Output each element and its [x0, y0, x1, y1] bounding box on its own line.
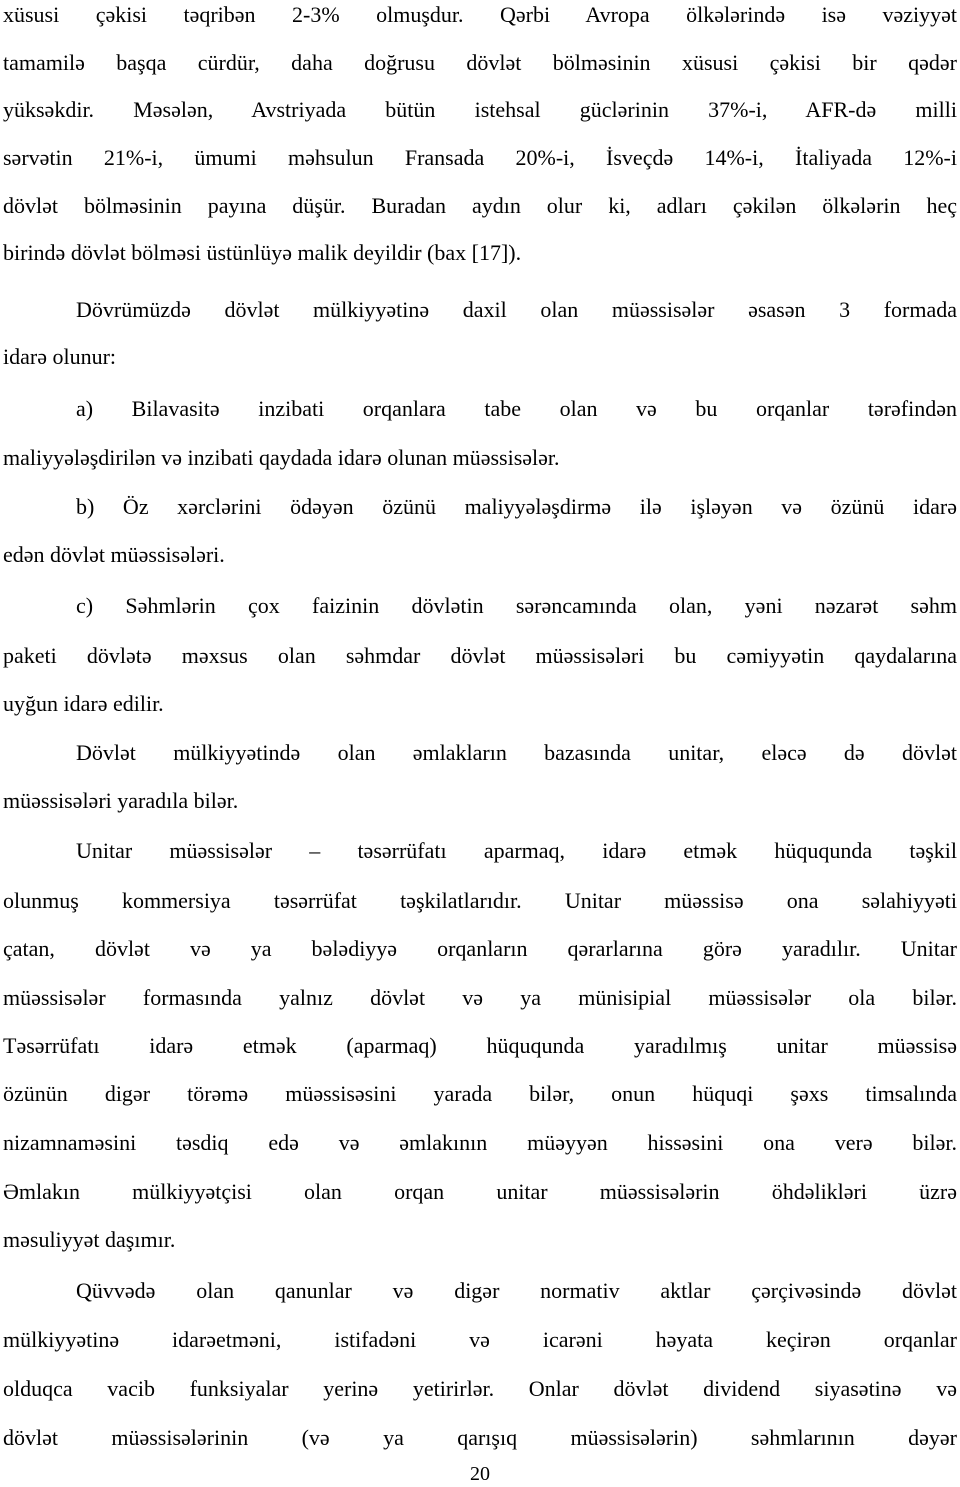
text-line: tamamilə başqa cürdür, daha doğrusu dövlət bölməsinin xüsusi çəkisi bir qədər	[3, 50, 957, 75]
text-line: a) Bilavasitə inzibati orqanlara tabe olan və bu orqanlar tərəfindən	[76, 396, 957, 421]
text-line: məsuliyyət daşımır.	[3, 1227, 176, 1252]
text-line: Dövlət mülkiyyətində olan əmlakların bazasında unitar, eləcə də dövlət	[76, 740, 957, 765]
text-line: b) Öz xərclərini ödəyən özünü maliyyələşdirmə ilə işləyən və özünü idarə	[76, 494, 957, 519]
text-line: Təsərrüfatı idarə etmək (aparmaq) hüququnda yaradılmış unitar müəssisə	[3, 1033, 957, 1058]
text-line: mülkiyyətinə idarəetməni, istifadəni və icarəni həyata keçirən orqanlar	[3, 1327, 957, 1352]
text-line: edən dövlət müəssisələri.	[3, 542, 225, 567]
text-line: Unitar müəssisələr – təsərrüfatı aparmaq, idarə etmək hüququnda təşkil	[76, 838, 957, 863]
text-line: dövlət müəssisələrinin (və ya qarışıq müəssisələrin) səhmlarının dəyər	[3, 1425, 957, 1450]
text-line: birində dövlət bölməsi üstünlüyə malik deyildir (bax [17]).	[3, 240, 522, 265]
text-line: Dövrümüzdə dövlət mülkiyyətinə daxil olan müəssisələr əsasən 3 formada	[76, 297, 957, 322]
text-line: sərvətin 21%-i, ümumi məhsulun Fransada 20%-i, İsveçdə 14%-i, İtaliyada 12%-i	[3, 145, 957, 170]
text-line: paketi dövlətə məxsus olan səhmdar dövlət müəssisələri bu cəmiyyətin qaydalarına	[3, 643, 957, 668]
text-line: nizamnaməsini təsdiq edə və əmlakının müəyyən hissəsini ona verə bilər.	[3, 1130, 957, 1155]
text-line: dövlət bölməsinin payına düşür. Buradan aydın olur ki, adları çəkilən ölkələrin heç	[3, 193, 957, 218]
text-line: müəssisələr formasında yalnız dövlət və ya münisipial müəssisələr ola bilər.	[3, 985, 957, 1010]
text-line: idarə olunur:	[3, 344, 117, 369]
text-line: Əmlakın mülkiyyətçisi olan orqan unitar müəssisələrin öhdəlikləri üzrə	[3, 1179, 957, 1204]
text-line: yüksəkdir. Məsələn, Avstriyada bütün istehsal güclərinin 37%-i, AFR-də milli	[3, 97, 957, 122]
text-line: Qüvvədə olan qanunlar və digər normativ aktlar çərçivəsində dövlət	[76, 1278, 957, 1303]
text-line: maliyyələşdirilən və inzibati qaydada idarə olunan müəssisələr.	[3, 445, 560, 470]
page-number: 20	[470, 1463, 490, 1485]
text-line: c) Səhmlərin çox faizinin dövlətin sərəncamında olan, yəni nəzarət səhm	[76, 593, 957, 618]
text-line: uyğun idarə edilir.	[3, 691, 164, 716]
text-line: olduqca vacib funksiyalar yerinə yetirirlər. Onlar dövlət dividend siyasətinə və	[3, 1376, 957, 1401]
text-line: çatan, dövlət və ya bələdiyyə orqanların qərarlarına görə yaradılır. Unitar	[3, 936, 957, 961]
text-line: özünün digər törəmə müəssisəsini yarada bilər, onun hüquqi şəxs timsalında	[3, 1081, 957, 1106]
text-line: xüsusi çəkisi təqribən 2-3% olmuşdur. Qərbi Avropa ölkələrində isə vəziyyət	[3, 2, 957, 27]
text-line: müəssisələri yaradıla bilər.	[3, 788, 239, 813]
text-line: olunmuş kommersiya təsərrüfat təşkilatlarıdır. Unitar müəssisə ona səlahiyyəti	[3, 888, 957, 913]
